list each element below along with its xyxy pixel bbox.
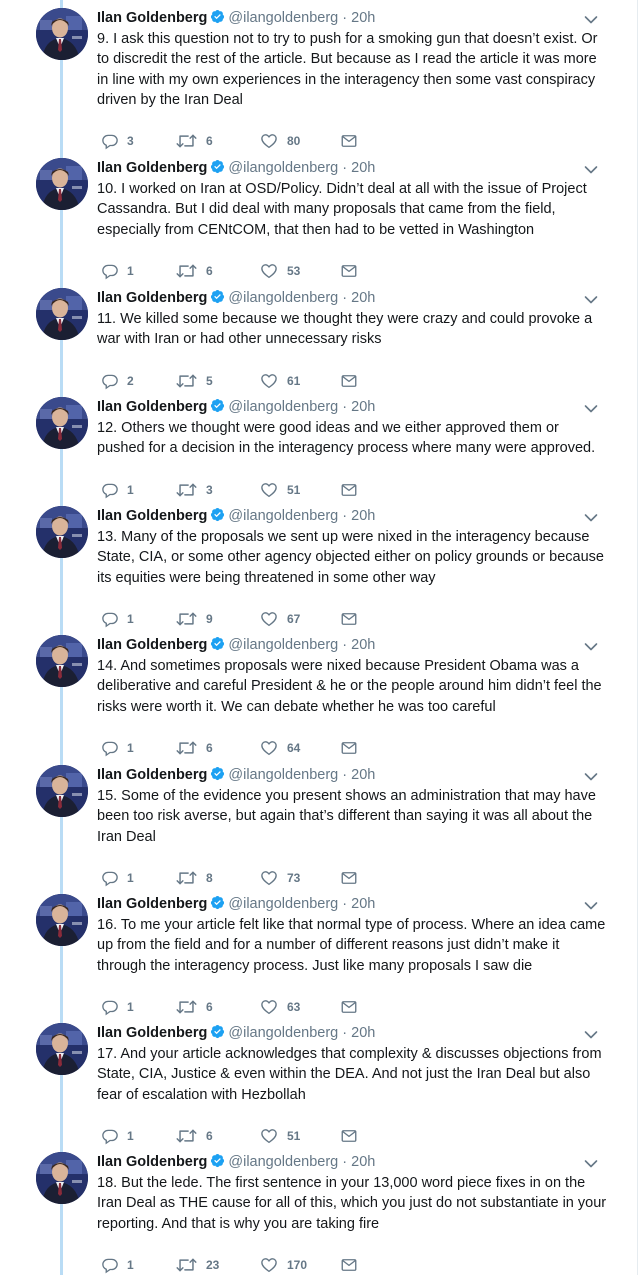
like-button[interactable]: [260, 997, 310, 1017]
more-options-chevron-down-icon[interactable]: [584, 162, 598, 180]
more-options-chevron-down-icon[interactable]: [584, 769, 598, 787]
author-handle[interactable]: @ilangoldenberg: [228, 10, 339, 26]
retweet-button[interactable]: [176, 131, 226, 151]
reply-button[interactable]: [101, 1126, 141, 1146]
like-button[interactable]: [260, 261, 310, 281]
tweet: [0, 150, 636, 280]
direct-message-button[interactable]: [340, 371, 360, 391]
reply-button[interactable]: [101, 1255, 141, 1275]
author-name[interactable]: Ilan Goldenberg: [97, 160, 208, 176]
tweet-header: [97, 159, 375, 179]
avatar[interactable]: [36, 288, 88, 340]
retweet-button[interactable]: [176, 1255, 226, 1275]
reply-count: 1: [127, 483, 134, 497]
heart-icon: [260, 372, 278, 390]
reply-count: 1: [127, 1129, 134, 1143]
reply-icon: [101, 1256, 119, 1274]
tweet-header: [97, 507, 375, 527]
like-button[interactable]: [260, 131, 310, 151]
tweet-timestamp[interactable]: 20h: [351, 160, 376, 176]
envelope-icon: [340, 481, 358, 499]
tweet: [0, 757, 636, 887]
tweet-actions: [101, 480, 361, 500]
retweet-icon: [176, 1127, 197, 1145]
like-count: 170: [287, 1258, 308, 1272]
tweet-header: [97, 636, 375, 656]
direct-message-button[interactable]: [340, 261, 360, 281]
tweet-header: [97, 895, 375, 915]
reply-count: 1: [127, 1000, 134, 1014]
author-name[interactable]: Ilan Goldenberg: [97, 1025, 208, 1041]
author-handle[interactable]: @ilangoldenberg: [228, 399, 339, 415]
like-count: 64: [287, 741, 301, 755]
heart-icon: [260, 739, 278, 757]
like-button[interactable]: [260, 738, 310, 758]
tweet: [0, 1144, 636, 1274]
reply-count: 1: [127, 741, 134, 755]
author-name[interactable]: Ilan Goldenberg: [97, 767, 208, 783]
more-options-chevron-down-icon[interactable]: [584, 639, 598, 657]
reply-icon: [101, 869, 119, 887]
reply-count: 1: [127, 1258, 134, 1272]
tweet-text: 18. But the lede. The first sentence in your 13,000 word piece fixes in on the Iran Deal as THE cause for all of this, which you just do not substantiate in your reporting. And that is why you are taking fire: [97, 1175, 607, 1232]
avatar[interactable]: [36, 635, 88, 687]
author-name[interactable]: Ilan Goldenberg: [97, 1154, 208, 1170]
tweet-header: [97, 1024, 375, 1044]
retweet-count: 6: [206, 1000, 213, 1014]
avatar[interactable]: [36, 1023, 88, 1075]
tweet-actions: [101, 1126, 361, 1146]
separator-dot: ·: [338, 767, 352, 783]
tweet-timestamp[interactable]: 20h: [351, 399, 376, 415]
like-count: 61: [287, 374, 301, 388]
like-count: 67: [287, 612, 301, 626]
tweet: [0, 0, 636, 150]
retweet-button[interactable]: [176, 738, 226, 758]
verified-badge-icon: [210, 1153, 225, 1173]
avatar[interactable]: [36, 1152, 88, 1204]
tweet: [0, 1015, 636, 1145]
retweet-button[interactable]: [176, 868, 226, 888]
retweet-icon: [176, 132, 197, 150]
separator-dot: ·: [338, 1025, 352, 1041]
retweet-count: 6: [206, 134, 213, 148]
tweet-timestamp[interactable]: 20h: [351, 10, 376, 26]
verified-badge-icon: [210, 636, 225, 656]
verified-badge-icon: [210, 159, 225, 179]
like-count: 51: [287, 1129, 301, 1143]
avatar[interactable]: [36, 894, 88, 946]
retweet-count: 8: [206, 871, 213, 885]
avatar[interactable]: [36, 397, 88, 449]
retweet-count: 3: [206, 483, 213, 497]
more-options-chevron-down-icon[interactable]: [584, 1156, 598, 1174]
tweet-timestamp[interactable]: 20h: [351, 1025, 376, 1041]
envelope-icon: [340, 869, 358, 887]
like-button[interactable]: [260, 609, 310, 629]
retweet-button[interactable]: [176, 371, 226, 391]
tweet-text: 9. I ask this question not to try to push for a smoking gun that doesn’t exist. Or to discredit the rest of the article. But because as I read the article it was more in line with my own experiences in the interagency then some vast conspiracy driven by the Iran Deal: [97, 31, 598, 108]
author-handle[interactable]: @ilangoldenberg: [228, 290, 339, 306]
reply-count: 1: [127, 871, 134, 885]
reply-button[interactable]: [101, 609, 141, 629]
retweet-count: 5: [206, 374, 213, 388]
separator-dot: ·: [338, 290, 352, 306]
reply-button[interactable]: [101, 371, 141, 391]
tweet-timestamp[interactable]: 20h: [351, 637, 376, 653]
heart-icon: [260, 481, 278, 499]
tweet-actions: [101, 261, 361, 281]
heart-icon: [260, 869, 278, 887]
retweet-button[interactable]: [176, 480, 226, 500]
reply-button[interactable]: [101, 480, 141, 500]
reply-button[interactable]: [101, 738, 141, 758]
envelope-icon: [340, 1256, 358, 1274]
retweet-button[interactable]: [176, 1126, 226, 1146]
tweet-actions: [101, 1255, 361, 1275]
envelope-icon: [340, 1127, 358, 1145]
retweet-button[interactable]: [176, 609, 226, 629]
tweet-header: [97, 9, 375, 29]
more-options-chevron-down-icon[interactable]: [584, 292, 598, 310]
like-button[interactable]: [260, 371, 310, 391]
reply-button[interactable]: [101, 997, 141, 1017]
more-options-chevron-down-icon[interactable]: [584, 1027, 598, 1045]
direct-message-button[interactable]: [340, 480, 360, 500]
tweet-text: 10. I worked on Iran at OSD/Policy. Didn’t deal at all with the issue of Project Cassandra. But I did deal with many proposals that came from the field, especially from CENtCOM, that then had to be vetted in Washington: [97, 181, 587, 238]
verified-badge-icon: [210, 398, 225, 418]
direct-message-button[interactable]: [340, 997, 360, 1017]
avatar[interactable]: [36, 765, 88, 817]
reply-icon: [101, 739, 119, 757]
reply-icon: [101, 262, 119, 280]
heart-icon: [260, 1127, 278, 1145]
envelope-icon: [340, 372, 358, 390]
author-name[interactable]: Ilan Goldenberg: [97, 290, 208, 306]
retweet-icon: [176, 262, 197, 280]
like-count: 53: [287, 264, 301, 278]
separator-dot: ·: [338, 160, 352, 176]
retweet-icon: [176, 610, 197, 628]
author-handle[interactable]: @ilangoldenberg: [228, 508, 339, 524]
retweet-count: 23: [206, 1258, 220, 1272]
retweet-count: 9: [206, 612, 213, 626]
envelope-icon: [340, 262, 358, 280]
verified-badge-icon: [210, 766, 225, 786]
tweet: [0, 886, 636, 1016]
tweet-actions: [101, 868, 361, 888]
reply-button[interactable]: [101, 261, 141, 281]
direct-message-button[interactable]: [340, 868, 360, 888]
retweet-count: 6: [206, 1129, 213, 1143]
more-options-chevron-down-icon[interactable]: [584, 12, 598, 30]
verified-badge-icon: [210, 9, 225, 29]
more-options-chevron-down-icon[interactable]: [584, 898, 598, 916]
author-handle[interactable]: @ilangoldenberg: [228, 1154, 339, 1170]
reply-count: 1: [127, 612, 134, 626]
author-name[interactable]: Ilan Goldenberg: [97, 399, 208, 415]
like-button[interactable]: [260, 868, 310, 888]
heart-icon: [260, 132, 278, 150]
direct-message-button[interactable]: [340, 1255, 360, 1275]
retweet-icon: [176, 869, 197, 887]
like-count: 63: [287, 1000, 301, 1014]
tweet-actions: [101, 609, 361, 629]
separator-dot: ·: [338, 399, 352, 415]
tweet-header: [97, 289, 375, 309]
separator-dot: ·: [338, 896, 352, 912]
separator-dot: ·: [338, 508, 352, 524]
heart-icon: [260, 610, 278, 628]
direct-message-button[interactable]: [340, 1126, 360, 1146]
verified-badge-icon: [210, 289, 225, 309]
reply-button[interactable]: [101, 868, 141, 888]
author-handle[interactable]: @ilangoldenberg: [228, 637, 339, 653]
tweet-header: [97, 766, 375, 786]
reply-count: 2: [127, 374, 134, 388]
avatar[interactable]: [36, 158, 88, 210]
like-count: 73: [287, 871, 301, 885]
like-count: 80: [287, 134, 301, 148]
avatar[interactable]: [36, 506, 88, 558]
tweet-actions: [101, 131, 361, 151]
author-handle[interactable]: @ilangoldenberg: [228, 1025, 339, 1041]
retweet-icon: [176, 481, 197, 499]
tweet-text: 13. Many of the proposals we sent up were nixed in the interagency because State, CIA, or some other agency objected either on policy grounds or because its equities were being threatened in some other way: [97, 529, 604, 586]
retweet-icon: [176, 372, 197, 390]
verified-badge-icon: [210, 507, 225, 527]
column-divider: [637, 0, 638, 1275]
tweet-timestamp[interactable]: 20h: [351, 1154, 376, 1170]
reply-icon: [101, 132, 119, 150]
retweet-button[interactable]: [176, 997, 226, 1017]
like-button[interactable]: [260, 480, 310, 500]
tweet-timestamp[interactable]: 20h: [351, 508, 376, 524]
envelope-icon: [340, 610, 358, 628]
tweet-text: 15. Some of the evidence you present shows an administration that may have been too risk averse, but again that’s different than saying it was all about the Iran Deal: [97, 788, 596, 845]
tweet-text: 17. And your article acknowledges that complexity & discusses objections from State, CIA, Justice & even within the DEA. And not just the Iran Deal but also fear of escalation with Hezbollah: [97, 1046, 602, 1103]
heart-icon: [260, 1256, 278, 1274]
retweet-icon: [176, 739, 197, 757]
retweet-count: 6: [206, 741, 213, 755]
separator-dot: ·: [338, 10, 352, 26]
tweet-timestamp[interactable]: 20h: [351, 896, 376, 912]
separator-dot: ·: [338, 637, 352, 653]
tweet: [0, 280, 636, 390]
tweet-header: [97, 398, 375, 418]
retweet-icon: [176, 998, 197, 1016]
avatar[interactable]: [36, 8, 88, 60]
reply-icon: [101, 998, 119, 1016]
tweet-text: 11. We killed some because we thought they were crazy and could provoke a war with Iran or had other unnecessary risks: [97, 311, 593, 348]
reply-icon: [101, 1127, 119, 1145]
tweet-actions: [101, 997, 361, 1017]
verified-badge-icon: [210, 1024, 225, 1044]
tweet-header: [97, 1153, 375, 1173]
envelope-icon: [340, 998, 358, 1016]
like-button[interactable]: [260, 1126, 310, 1146]
heart-icon: [260, 262, 278, 280]
tweet-text: 12. Others we thought were good ideas and we either approved them or pushed for a decision in the interagency process where many were approved.: [97, 420, 596, 457]
author-name[interactable]: Ilan Goldenberg: [97, 508, 208, 524]
author-handle[interactable]: @ilangoldenberg: [228, 896, 339, 912]
envelope-icon: [340, 739, 358, 757]
reply-icon: [101, 481, 119, 499]
separator-dot: ·: [338, 1154, 352, 1170]
direct-message-button[interactable]: [340, 609, 360, 629]
heart-icon: [260, 998, 278, 1016]
tweet-actions: [101, 738, 361, 758]
like-count: 51: [287, 483, 301, 497]
more-options-chevron-down-icon[interactable]: [584, 401, 598, 419]
verified-badge-icon: [210, 895, 225, 915]
retweet-button[interactable]: [176, 261, 226, 281]
tweet: [0, 627, 636, 757]
tweet: [0, 498, 636, 628]
reply-icon: [101, 372, 119, 390]
author-handle[interactable]: @ilangoldenberg: [228, 160, 339, 176]
direct-message-button[interactable]: [340, 131, 360, 151]
envelope-icon: [340, 132, 358, 150]
reply-button[interactable]: [101, 131, 141, 151]
tweet-actions: [101, 371, 361, 391]
author-name[interactable]: Ilan Goldenberg: [97, 896, 208, 912]
more-options-chevron-down-icon[interactable]: [584, 510, 598, 528]
reply-icon: [101, 610, 119, 628]
tweet-timestamp[interactable]: 20h: [351, 767, 376, 783]
author-name[interactable]: Ilan Goldenberg: [97, 637, 208, 653]
like-button[interactable]: [260, 1255, 310, 1275]
tweet-timestamp[interactable]: 20h: [351, 290, 376, 306]
tweet-text: 14. And sometimes proposals were nixed because President Obama was a deliberative and careful President & he or the people around him didn’t feel the risks were worth it. We can debate whether he was too careful: [97, 658, 602, 715]
direct-message-button[interactable]: [340, 738, 360, 758]
tweet-text: 16. To me your article felt like that normal type of process. Where an idea came up from the field and for a number of different reasons just didn’t make it through the interagency process. Just like many proposals I saw die: [97, 917, 606, 974]
retweet-icon: [176, 1256, 197, 1274]
tweet: [0, 389, 636, 499]
author-name[interactable]: Ilan Goldenberg: [97, 10, 208, 26]
reply-count: 1: [127, 264, 134, 278]
retweet-count: 6: [206, 264, 213, 278]
reply-count: 3: [127, 134, 134, 148]
author-handle[interactable]: @ilangoldenberg: [228, 767, 339, 783]
